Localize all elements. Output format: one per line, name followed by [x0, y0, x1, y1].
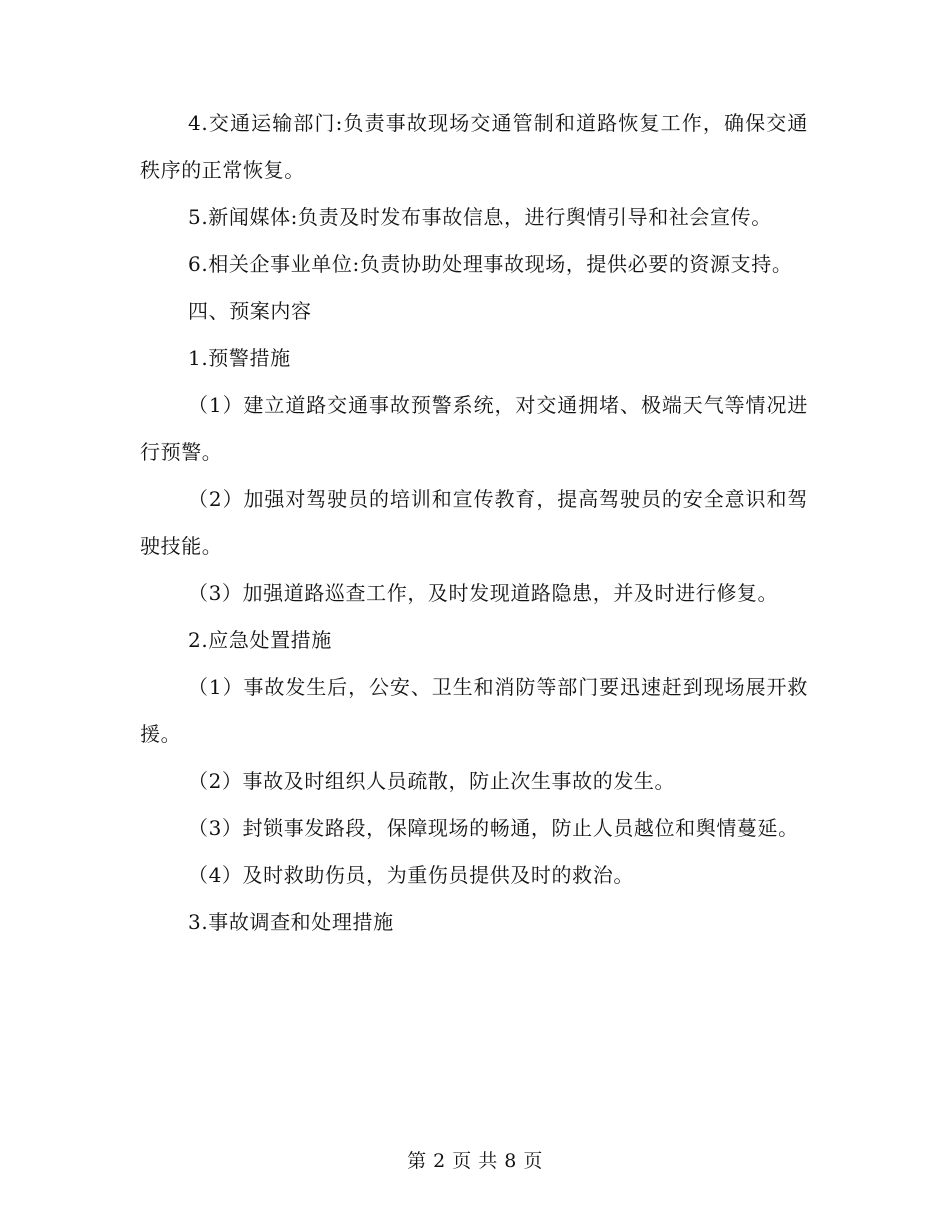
- paragraph-emergency-3: （3）封锁事发路段，保障现场的畅通，防止人员越位和舆情蔓延。: [188, 816, 799, 840]
- paragraph-emergency-2: （2）事故及时组织人员疏散，防止次生事故的发生。: [188, 769, 676, 793]
- section-heading-plan-content: 四、预案内容: [188, 299, 312, 323]
- paragraph-emergency-4: （4）及时救助伤员，为重伤员提供及时的救治。: [188, 863, 634, 887]
- paragraph-enterprises: 6.相关企事业单位:负责协助处理事故现场，提供必要的资源支持。: [188, 252, 793, 276]
- paragraph-traffic-dept: 4.交通运输部门:负责事故现场交通管制和道路恢复工作，确保交通秩序的正常恢复。: [140, 111, 808, 182]
- document-body: [140, 100, 808, 946]
- paragraph-warning-1: （1）建立道路交通事故预警系统，对交通拥堵、极端天气等情况进行预警。: [140, 393, 808, 464]
- paragraph-emergency-1: （1）事故发生后，公安、卫生和消防等部门要迅速赶到现场展开救援。: [140, 675, 808, 746]
- paragraph-warning-3: （3）加强道路巡查工作，及时发现道路隐患，并及时进行修复。: [188, 581, 779, 605]
- page-footer: 第 2 页 共 8 页: [407, 1150, 543, 1172]
- paragraph-warning-2: （2）加强对驾驶员的培训和宣传教育，提高驾驶员的安全意识和驾驶技能。: [140, 487, 808, 558]
- subheading-emergency-measures: 2.应急处置措施: [188, 628, 332, 652]
- subheading-investigation-measures: 3.事故调查和处理措施: [188, 910, 394, 934]
- subheading-warning-measures: 1.预警措施: [188, 346, 291, 370]
- paragraph-news-media: 5.新闻媒体:负责及时发布事故信息，进行舆情引导和社会宣传。: [188, 205, 772, 229]
